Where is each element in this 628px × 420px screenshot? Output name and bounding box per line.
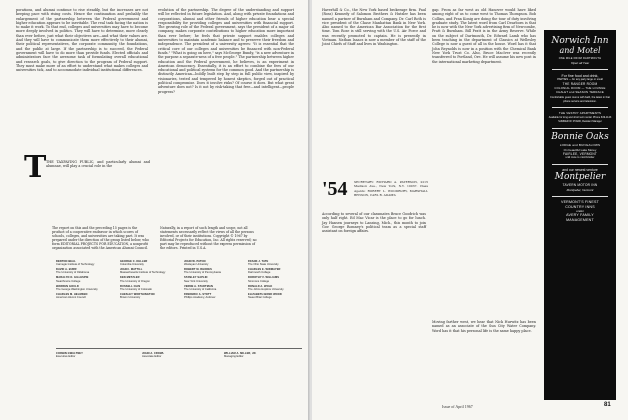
ad-room3: CHALET and SEASON TERRACE: [556, 90, 604, 95]
editor-entry: DAVID A. BURR The University of Oklahoma: [56, 268, 90, 275]
editors-col2: [120, 260, 182, 301]
page-number: 81: [604, 402, 611, 408]
right-col2-text: gap. From as far west as old Hanover would have liked among eight of us to come west to Thomas Thompson. Bob Collins, and Fran Konig are doing the tour of duty involving graduate study. The latest word from Carl Dearborn is that he is now with the New York advertising firm of Newcombe, Pratt & Burnham. Bill Pratt is in the Army Reserve. While on the subject of Dartmouth, Dr. Edward Lamb who has been teaching in the department of Classics at Wellesley College is now a guest of all in the house. Word has it that John Reynolds is now in a position with the Chemical Bank New York Trust Co. Also, Bruce MacIver was recently transferred to Portland, Ore. He will assume his new post in the international marketing department.: [432, 8, 536, 64]
ad-vt-line4: AVERY FAMILY: [566, 213, 594, 218]
report-note-a: The report on this and the preceding 15 pages is the product of a cooperative endeavor in which scores of schools, colleges, and universities are taking part. It was prepared under the direction of the group listed below, who form EDITORIAL PROJECTS FOR EDUCATION, a nonprofit organization associated with the American Alumni Council.: [52, 226, 149, 250]
left-page: [0, 0, 310, 420]
left-col2-text: evolution of the partnership. The degree of the understanding and support will be reflected in future legislation. And, along with private foundations and corporations, alumni and other friends of higher education bear a special responsibility for providing colleges and universities with financial support. The growing role of the Federal government, says the president of a major oil company, makes corporate contributions to higher education more important than ever before; he feels that private support enables colleges and universities to maintain academic balance and to preserve their freedom and independence. The president of a university agrees: "It is essential that the critical core of our colleges and universities be financed with non-Federal funds." "What is going on here," says McGeorge Bundy, "is a new adventure in the purpose a separate-ness of a free people." The partnership between higher education and the Federal government, he believes, is an experiment in American democracy. Essentially, it is an effort to combine the fees of our educational and political systems for the common good. And the partnership is distinctly American—boldly built step by step in full public view, inspired by visionaries, tested and tempered by honest skeptics, forged out of practical political compromise. Does it involve risks? Of course it does. But what great adventure does not? Is it not by risk-taking that free—and intelligent—people progress?: [158, 8, 294, 94]
class-secretary: SECRETARY: RICHARD A. PATERSON, 2215 Madison Ave., New York, N.Y. 10037. Class Agents: ROBERT L. WOODBURY, MARSHALL BENSON, CARL B. ADAMS.: [354, 180, 428, 197]
ad-divider: [552, 107, 608, 108]
ad-vt-line5: MANAGEMENT: [566, 217, 594, 222]
ad-title-line1: Norwich Inn: [551, 36, 609, 46]
editor-entry: KEN METZLER The University of Oregon: [120, 276, 150, 283]
editor-entry: STANLEY SAPLIN New York University: [184, 276, 208, 283]
ad-town: FAIRLEE, VERMONT: [562, 151, 598, 156]
editor-entry: CHESLEY WORTHINGTON Brown University: [120, 292, 155, 300]
editors-col4: [248, 260, 304, 301]
ad-lodge: LODGE and BUNGALOWS: [559, 143, 601, 148]
ad-divider: [552, 196, 608, 197]
editors-col3: [184, 260, 246, 301]
right-col2b-text: Moving farther west, we hear that Nick Hurwitz has been named as an associate of the Sun City Water Company. Word has it that his personal life is the same happy place.: [432, 320, 536, 333]
left-col1-text: porations, and alumni continue to rise steadily, but the increases are not keeping pace with rising costs. Hence the continuation and probably the enlargement of the partnership between the Federal government and higher education appears to be inevitable. The real task facing the nation is to make it work. To that end, colleges and universities may have to become more deeply involved in politics. They will have to determine, more clearly than ever before, just what their objectives are—and what their values are. And they will have to communicate them more effectively to their alumni, their political representatives, the corporate community, the foundations, and the public at large. If the partnership is to succeed, the Federal government will have to do more than provide funds. Elected officials and administrators face the awesome task of formulating overall educational and research goals, to give direction to the program of Federal support. They must make more of an effort to understand what makes colleges and universities tick, and to accommodate individual institutional differences.: [16, 8, 148, 73]
editors-divider: [56, 348, 302, 349]
ad-season: until June to mid-October: [565, 155, 595, 159]
editor-entry: ROBERT M. RHODES The University of Pennsylvania: [184, 268, 221, 275]
managing-editor: WILLIAM A. MILLER, JR. Managing Editor: [224, 352, 257, 359]
ad-room1: THE RANGER ROOM: [562, 81, 598, 86]
right-col1a-text: Haverhill & Co., the New York based brokerage firm. Paul (Ross) Kennedy of Salomon Brothers & Hutzler has been named a partner of Burnham and Company. Dr. Carl Roth is vice president of the Chase Manhattan Bank in New York. Also named to the American Bar Association for the first time. Tom Rose is still serving with the U.S. Air Force and was recently promoted to captain. He is presently in Vietnam. Nathan Isaacs is now a member of the staff of the Joint Chiefs of Staff and lives in Washington.: [322, 8, 426, 47]
editor-entry: JOHN I. MATTILL Massachusetts Institute of Technology: [120, 268, 166, 275]
ad-vt-line2: COUNTRY INNS: [565, 204, 595, 209]
editor-entry: MARALYN O. GILLESPIE Swarthmore College: [56, 276, 89, 283]
ad-vestry: THE VESTRY APARTMENTS: [558, 111, 602, 116]
ad-tagline: ONE MILE FROM DARTMOUTH: [558, 57, 602, 60]
norwich-inn-advertisement: [544, 30, 616, 400]
ad-tavern-location: Montpelier, Vermont: [566, 187, 594, 192]
editor-entry: GEORGE C. KELLER Columbia University: [120, 260, 148, 267]
ad-vt-line1: VERMONT'S FINEST: [560, 200, 600, 205]
ad-bonnie-oaks: Bonnie Oaks: [551, 132, 609, 143]
editor-entry: VERNE A. STADTMAN The University of California: [184, 284, 217, 291]
ad-lake: On beautiful Lake Morey: [563, 147, 597, 152]
issue-footer: Issue of April 1967: [442, 404, 473, 409]
left-col1b-text: THE TAXPAYING PUBLIC, and particularly alumni and alumnae, will play a crucial role in the: [46, 160, 150, 169]
editor-entry: RUSSELL OLIN The University of Colorado: [120, 284, 152, 291]
ad-vt-line3: under: [576, 209, 584, 214]
ad-divider: [552, 69, 608, 70]
right-page: [312, 0, 628, 420]
ad-parties: PARTIES — for any party large or small: [557, 77, 603, 81]
exec-editor: CORBIN GWALTNEY Executive Editor: [56, 352, 83, 359]
ad-divider: [552, 128, 608, 129]
editor-entry: DOROTHY F. WILLIAMS Simmons College: [248, 276, 280, 283]
editor-entry: CHARLES M. HELMKEN American Alumni Council: [56, 292, 88, 300]
right-col1b-text: According to several of our classmates Bruce Goodrich was only half right. Ed Mac Vicar is the place to go for lunch. Jay Hansen journeys to Lansing, Mich., this month to join Gov. George Romney's political team as a special staff assistant on foreign affairs.: [322, 212, 426, 234]
ad-food: For fine food and drink,: [561, 73, 599, 78]
editor-entry: DENTON BEAL Carnegie Institute of Technology: [56, 260, 95, 267]
report-note-b: Naturally, in a report of such length and scope, not all statements necessarily reflect the views of all the persons involved, or of their institutions. Copyright © 1967 by Editorial Projects for Education, Inc. All rights reserved; no part may be reproduced without the express permission of the editors. Printed in U.S.A.: [160, 226, 257, 250]
editor-entry: FREDERIC A. STOTT Phillips Academy, Andover: [184, 292, 216, 300]
ad-open: Open all Year: [570, 61, 590, 66]
ad-tavern: TAVERN MOTOR INN: [562, 183, 598, 188]
ad-comfort: Comfortable guest rooms with bath, the latest in that phone service and television.: [550, 96, 610, 103]
ad-montpelier: Montpelier: [554, 172, 606, 183]
editor-entry: ELIZABETH BOND WOOD Sweet Briar College: [248, 292, 282, 300]
class-year-heading: '54: [322, 178, 348, 200]
ad-vestry-sub: Available for long and short term rental. Phone 649-1143: [548, 115, 612, 119]
drop-cap: T: [24, 150, 47, 185]
editor-entry: FRANK J. TATE The Ohio State University: [248, 260, 279, 267]
editor-entry: WARREN GOULD The George Washington University: [56, 284, 98, 291]
ad-owners: SUMNER W. DYAND, Resident Manager: [558, 119, 602, 123]
editor-entry: CHARLES E. WIDMAYER Dartmouth College: [248, 268, 281, 275]
editor-entry: JOHN W. PATON Wesleyan University: [184, 260, 209, 267]
ad-room2: COLONIAL ROOM — THE LOUNGE: [554, 86, 606, 90]
ad-newest: and our newest venture: [562, 168, 598, 173]
assoc-editor: JOHN A. CROWL Associate Editor: [142, 352, 165, 359]
ad-divider: [552, 164, 608, 165]
ad-title-line2: and Motel: [559, 46, 601, 55]
editors-col1: [56, 260, 118, 301]
editor-entry: RONALD A. WOLK The Johns Hopkins University: [248, 284, 284, 291]
